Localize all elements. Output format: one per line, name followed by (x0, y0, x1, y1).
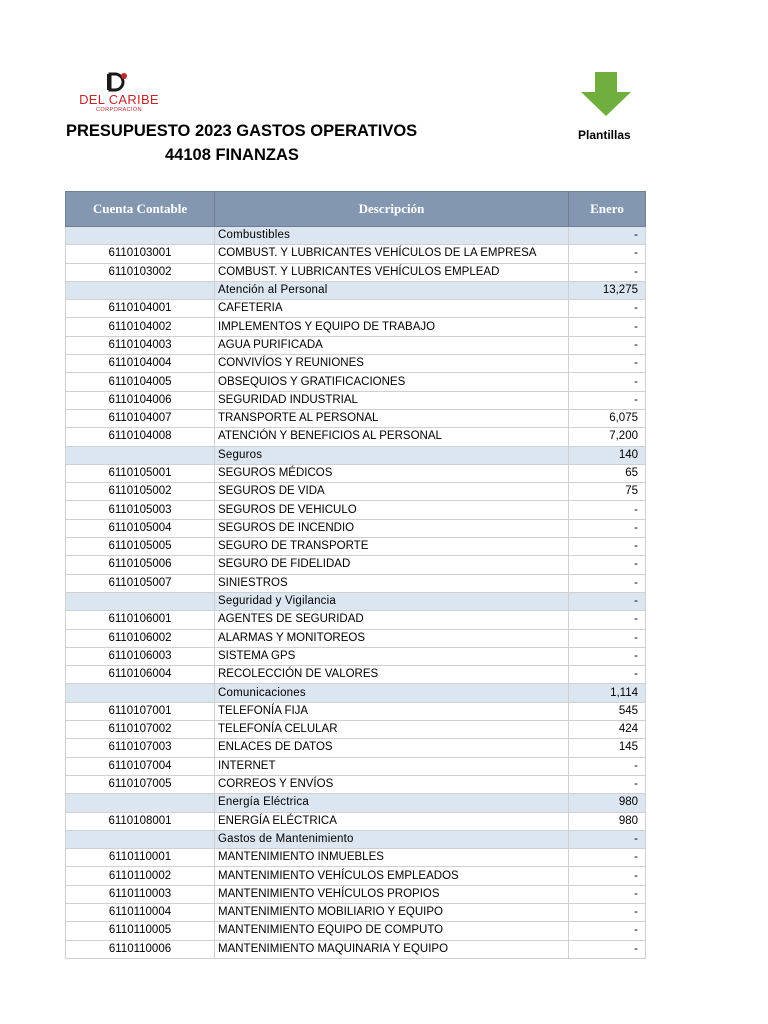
account-code-cell: 6110106001 (66, 611, 215, 629)
description-cell: SEGURO DE FIDELIDAD (215, 556, 569, 574)
account-code-cell: 6110104001 (66, 300, 215, 318)
category-row (66, 794, 646, 812)
company-logo (74, 72, 164, 116)
table-row (66, 739, 646, 757)
category-row (66, 830, 646, 848)
description-cell: CONVIVÍOS Y REUNIONES (215, 355, 569, 373)
amount-cell: - (569, 666, 646, 684)
page-subtitle: 44108 FINANZAS (165, 146, 299, 164)
table-body (66, 227, 646, 959)
table-header-row (66, 192, 646, 227)
account-code-cell: 6110110006 (66, 940, 215, 958)
table-row (66, 903, 646, 921)
description-cell: SEGUROS DE VEHICULO (215, 501, 569, 519)
table-row (66, 574, 646, 592)
amount-cell: - (569, 501, 646, 519)
description-cell: OBSEQUIOS Y GRATIFICACIONES (215, 373, 569, 391)
amount-cell: 980 (569, 812, 646, 830)
category-row (66, 684, 646, 702)
down-arrow-icon (579, 72, 633, 116)
amount-cell: - (569, 629, 646, 647)
table-row (66, 318, 646, 336)
amount-cell: 424 (569, 721, 646, 739)
description-cell: INTERNET (215, 757, 569, 775)
account-code-cell: 6110103001 (66, 245, 215, 263)
description-cell: IMPLEMENTOS Y EQUIPO DE TRABAJO (215, 318, 569, 336)
table-row (66, 464, 646, 482)
description-cell: COMBUST. Y LUBRICANTES VEHÍCULOS DE LA EMPRESA (215, 245, 569, 263)
table-row (66, 885, 646, 903)
column-header-cuenta: Cuenta Contable (66, 192, 215, 227)
account-code-cell: 6110104008 (66, 428, 215, 446)
account-code-cell (66, 227, 215, 245)
budget-table (65, 191, 646, 959)
amount-cell: 6,075 (569, 409, 646, 427)
amount-cell: - (569, 611, 646, 629)
amount-cell: - (569, 519, 646, 537)
account-code-cell: 6110105001 (66, 464, 215, 482)
amount-cell: - (569, 574, 646, 592)
description-cell: Seguros (215, 446, 569, 464)
amount-cell: - (569, 300, 646, 318)
account-code-cell: 6110110001 (66, 849, 215, 867)
amount-cell: - (569, 903, 646, 921)
table-row (66, 849, 646, 867)
table-row (66, 556, 646, 574)
amount-cell: 7,200 (569, 428, 646, 446)
table-row (66, 611, 646, 629)
amount-cell: - (569, 849, 646, 867)
table-row (66, 336, 646, 354)
description-cell: Combustibles (215, 227, 569, 245)
page-title: PRESUPUESTO 2023 GASTOS OPERATIVOS (66, 122, 418, 140)
column-header-enero: Enero (569, 192, 646, 227)
account-code-cell: 6110107003 (66, 739, 215, 757)
table-row (66, 300, 646, 318)
account-code-cell (66, 446, 215, 464)
amount-cell: - (569, 940, 646, 958)
description-cell: Energía Eléctrica (215, 794, 569, 812)
account-code-cell: 6110107001 (66, 702, 215, 720)
amount-cell: - (569, 227, 646, 245)
amount-cell: - (569, 263, 646, 281)
amount-cell: - (569, 355, 646, 373)
amount-cell: - (569, 245, 646, 263)
table-row (66, 775, 646, 793)
account-code-cell (66, 794, 215, 812)
description-cell: Atención al Personal (215, 281, 569, 299)
description-cell: Comunicaciones (215, 684, 569, 702)
table-row (66, 538, 646, 556)
category-row (66, 592, 646, 610)
account-code-cell: 6110105003 (66, 501, 215, 519)
account-code-cell: 6110107005 (66, 775, 215, 793)
table-row (66, 519, 646, 537)
account-code-cell (66, 830, 215, 848)
table-row (66, 647, 646, 665)
account-code-cell: 6110106004 (66, 666, 215, 684)
category-row (66, 227, 646, 245)
description-cell: ATENCIÓN Y BENEFICIOS AL PERSONAL (215, 428, 569, 446)
description-cell: MANTENIMIENTO VEHÍCULOS PROPIOS (215, 885, 569, 903)
description-cell: MANTENIMIENTO MOBILIARIO Y EQUIPO (215, 903, 569, 921)
description-cell: TELEFONÍA CELULAR (215, 721, 569, 739)
description-cell: SINIESTROS (215, 574, 569, 592)
table-row (66, 629, 646, 647)
account-code-cell: 6110110004 (66, 903, 215, 921)
amount-cell: - (569, 647, 646, 665)
amount-cell: - (569, 922, 646, 940)
account-code-cell: 6110110003 (66, 885, 215, 903)
table-row (66, 812, 646, 830)
description-cell: Seguridad y Vigilancia (215, 592, 569, 610)
account-code-cell (66, 592, 215, 610)
amount-cell: - (569, 556, 646, 574)
amount-cell: 545 (569, 702, 646, 720)
table-row (66, 757, 646, 775)
category-row (66, 446, 646, 464)
account-code-cell: 6110105007 (66, 574, 215, 592)
account-code-cell: 6110103002 (66, 263, 215, 281)
description-cell: MANTENIMIENTO EQUIPO DE COMPUTO (215, 922, 569, 940)
table-row (66, 355, 646, 373)
description-cell: MANTENIMIENTO VEHÍCULOS EMPLEADOS (215, 867, 569, 885)
account-code-cell: 6110104007 (66, 409, 215, 427)
account-code-cell: 6110105006 (66, 556, 215, 574)
account-code-cell: 6110104004 (66, 355, 215, 373)
amount-cell: 145 (569, 739, 646, 757)
account-code-cell: 6110107002 (66, 721, 215, 739)
table-row (66, 501, 646, 519)
table-row (66, 702, 646, 720)
account-code-cell: 6110105002 (66, 483, 215, 501)
plantillas-button[interactable] (579, 72, 633, 116)
account-code-cell: 6110105004 (66, 519, 215, 537)
description-cell: TELEFONÍA FIJA (215, 702, 569, 720)
description-cell: ENLACES DE DATOS (215, 739, 569, 757)
description-cell: Gastos de Mantenimiento (215, 830, 569, 848)
amount-cell: 1,114 (569, 684, 646, 702)
description-cell: CORREOS Y ENVÍOS (215, 775, 569, 793)
account-code-cell: 6110104003 (66, 336, 215, 354)
amount-cell: - (569, 336, 646, 354)
account-code-cell: 6110104006 (66, 391, 215, 409)
description-cell: SEGUROS DE VIDA (215, 483, 569, 501)
category-row (66, 281, 646, 299)
amount-cell: 980 (569, 794, 646, 812)
logo-subtitle: CORPORACIÓN (96, 107, 142, 113)
table-row (66, 391, 646, 409)
table-row (66, 922, 646, 940)
table-row (66, 428, 646, 446)
amount-cell: - (569, 775, 646, 793)
description-cell: MANTENIMIENTO MAQUINARIA Y EQUIPO (215, 940, 569, 958)
description-cell: AGENTES DE SEGURIDAD (215, 611, 569, 629)
amount-cell: - (569, 391, 646, 409)
table-row (66, 263, 646, 281)
description-cell: RECOLECCIÓN DE VALORES (215, 666, 569, 684)
description-cell: ALARMAS Y MONITOREOS (215, 629, 569, 647)
amount-cell: 13,275 (569, 281, 646, 299)
amount-cell: - (569, 318, 646, 336)
account-code-cell: 6110108001 (66, 812, 215, 830)
logo-mark-icon (105, 72, 133, 94)
account-code-cell: 6110106002 (66, 629, 215, 647)
logo-name: DEL CARIBE (79, 92, 159, 107)
description-cell: TRANSPORTE AL PERSONAL (215, 409, 569, 427)
plantillas-label[interactable]: Plantillas (578, 128, 631, 142)
description-cell: SEGUROS MÉDICOS (215, 464, 569, 482)
account-code-cell (66, 281, 215, 299)
account-code-cell: 6110104005 (66, 373, 215, 391)
description-cell: SEGUROS DE INCENDIO (215, 519, 569, 537)
column-header-descripcion: Descripción (215, 192, 569, 227)
amount-cell: 140 (569, 446, 646, 464)
description-cell: COMBUST. Y LUBRICANTES VEHÍCULOS EMPLEAD (215, 263, 569, 281)
table-row (66, 867, 646, 885)
description-cell: AGUA PURIFICADA (215, 336, 569, 354)
amount-cell: - (569, 373, 646, 391)
account-code-cell (66, 684, 215, 702)
amount-cell: - (569, 592, 646, 610)
account-code-cell: 6110105005 (66, 538, 215, 556)
table-row (66, 721, 646, 739)
description-cell: SEGURO DE TRANSPORTE (215, 538, 569, 556)
amount-cell: - (569, 830, 646, 848)
account-code-cell: 6110104002 (66, 318, 215, 336)
table-row (66, 373, 646, 391)
amount-cell: - (569, 538, 646, 556)
description-cell: SEGURIDAD INDUSTRIAL (215, 391, 569, 409)
description-cell: MANTENIMIENTO INMUEBLES (215, 849, 569, 867)
amount-cell: 65 (569, 464, 646, 482)
description-cell: CAFETERIA (215, 300, 569, 318)
description-cell: ENERGÍA ELÉCTRICA (215, 812, 569, 830)
account-code-cell: 6110110005 (66, 922, 215, 940)
account-code-cell: 6110110002 (66, 867, 215, 885)
table-row (66, 483, 646, 501)
amount-cell: - (569, 885, 646, 903)
table-row (66, 409, 646, 427)
account-code-cell: 6110106003 (66, 647, 215, 665)
description-cell: SISTEMA GPS (215, 647, 569, 665)
table-row (66, 666, 646, 684)
amount-cell: - (569, 757, 646, 775)
table-row (66, 940, 646, 958)
table-row (66, 245, 646, 263)
account-code-cell: 6110107004 (66, 757, 215, 775)
amount-cell: 75 (569, 483, 646, 501)
amount-cell: - (569, 867, 646, 885)
